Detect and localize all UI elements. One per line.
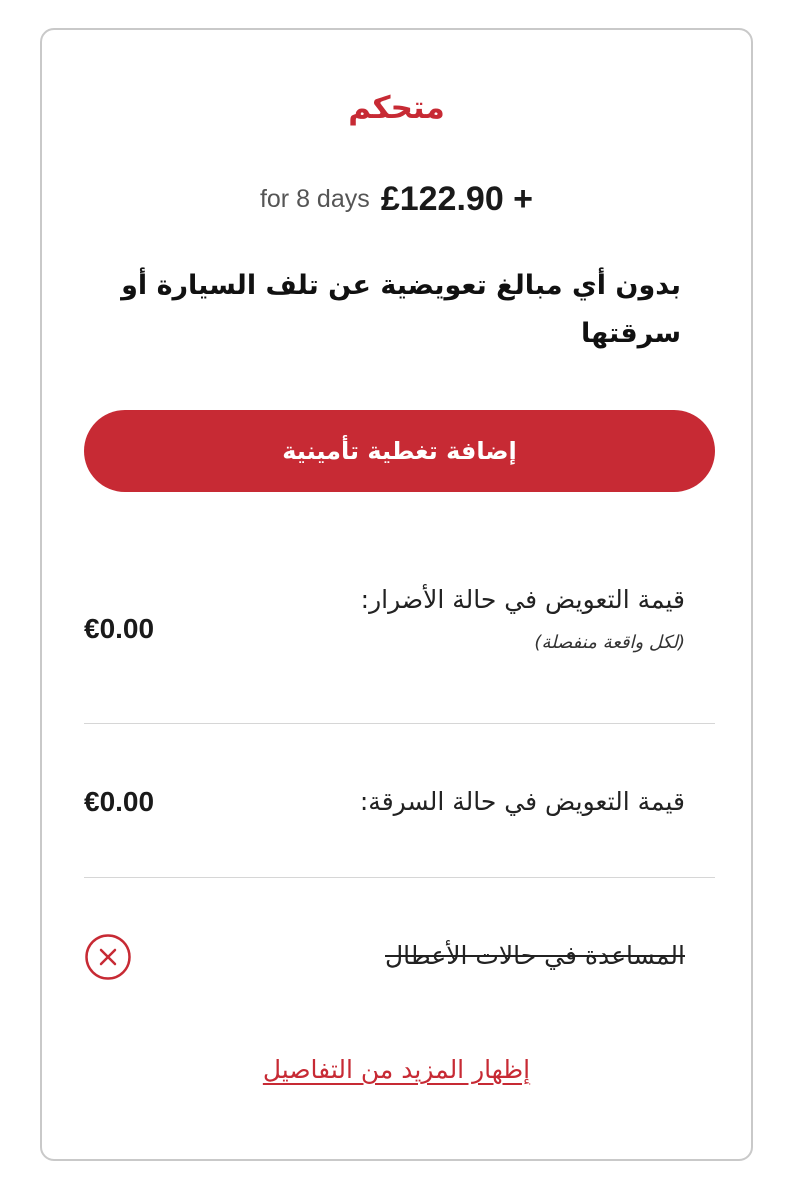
divider (84, 723, 715, 724)
coverage-row-damage (84, 585, 715, 675)
damage-sublabel: (لكل واقعة منفصلة) (534, 632, 685, 653)
breakdown-label: المساعدة في حالات الأعطال (385, 941, 685, 970)
damage-label: قيمة التعويض في حالة الأضرار: (360, 585, 685, 614)
divider (84, 877, 715, 878)
add-coverage-button[interactable]: إضافة تغطية تأمينية (84, 410, 715, 492)
coverage-row-breakdown (84, 933, 715, 985)
coverage-row-theft (84, 785, 715, 835)
plan-title: متحكم (348, 90, 445, 126)
theft-value: €0.00 (84, 786, 155, 817)
theft-label: قيمة التعويض في حالة السرقة: (359, 787, 685, 816)
price-line (42, 180, 751, 219)
insurance-plan-card (40, 28, 753, 1161)
plan-description: بدون أي مبالغ تعويضية عن تلف السيارة أو سرقتها (121, 270, 681, 349)
damage-value: €0.00 (84, 613, 155, 644)
show-more-details-link[interactable]: إظهار المزيد من التفاصيل (262, 1055, 531, 1084)
price-amount: £122.90 + (380, 180, 534, 218)
price-duration: for 8 days (259, 185, 370, 213)
x-circle-icon (84, 933, 132, 981)
